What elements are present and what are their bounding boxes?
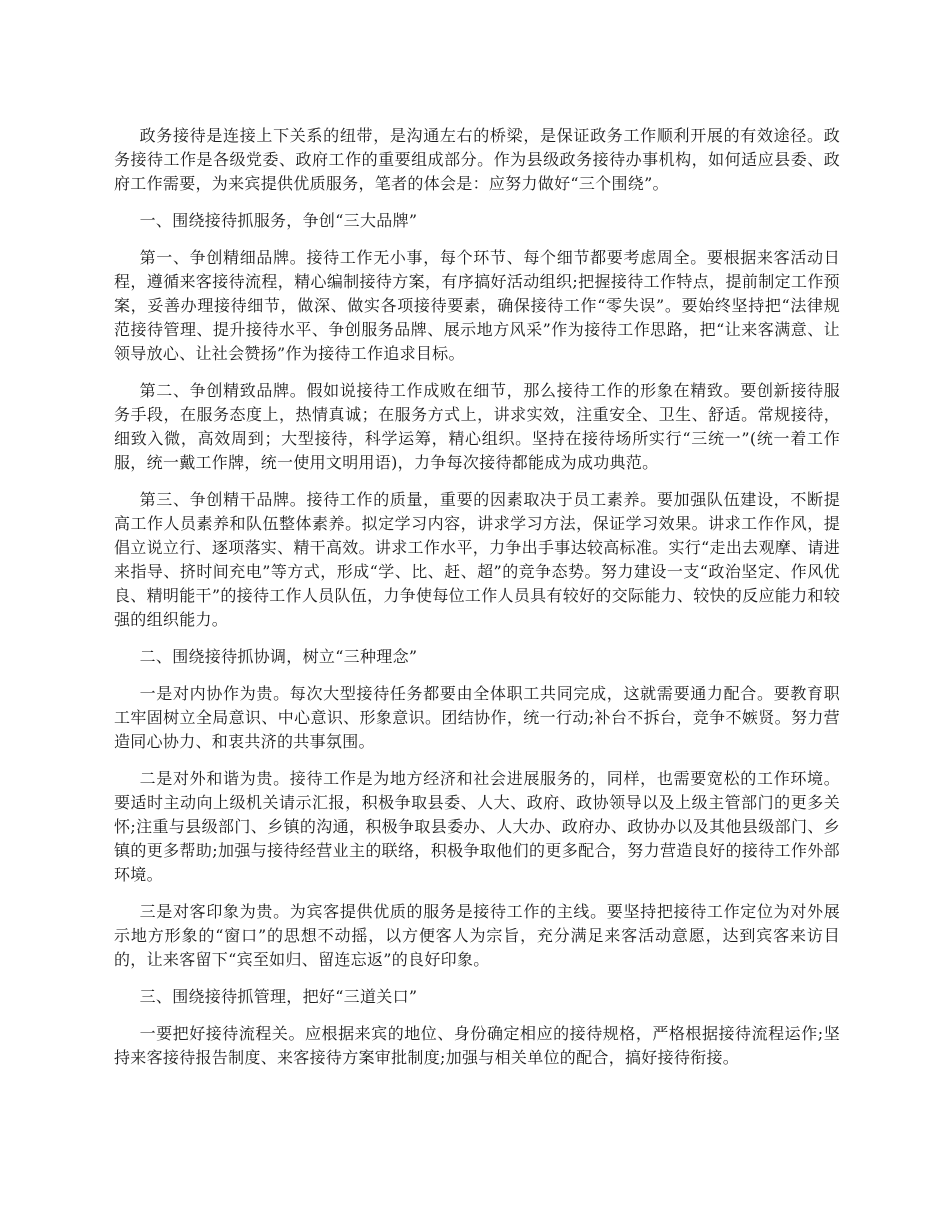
section-1-paragraph-3: 第三、争创精干品牌。接待工作的质量，重要的因素取决于员工素养。要加强队伍建设，不断提高工作人员素养和队伍整体素养。拟定学习内容，讲求学习方法，保证学习效果。讲求工作作风，提倡立说立行、逐项落实、精干高效。讲求工作水平，力争出手事达较高标准。实行“走出去观摩、请进来指导、挤时间充电”等方式，形成“学、比、赶、超”的竞争态势。努力建设一支“政治坚定、作风优良、精明能干”的接待工作人员队伍，力争使每位工作人员具有较好的交际能力、较快的反应能力和较强的组织能力。 xyxy=(114,490,840,629)
section-2-paragraph-1: 一是对内协作为贵。每次大型接待任务都要由全体职工共同完成，这就需要通力配合。要教育职工牢固树立全局意识、中心意识、形象意识。团结协作，统一行动;补台不拆台，竞争不嫉贤。努力营造同心协力、和衷共济的共事氛围。 xyxy=(114,684,840,751)
section-3-heading: 三、围绕接待抓管理，把好“三道关口” xyxy=(139,987,418,1006)
intro-paragraph: 政务接待是连接上下关系的纽带，是沟通左右的桥梁，是保证政务工作顺利开展的有效途径。政务接待工作是各级党委、政府工作的重要组成部分。作为县级政务接待办事机构，如何适应县委、政府工作需要，为来宾提供优质服务，笔者的体会是：应努力做好“三个围绕”。 xyxy=(114,126,840,193)
section-1-paragraph-2: 第二、争创精致品牌。假如说接待工作成败在细节，那么接待工作的形象在精致。要创新接待服务手段，在服务态度上，热情真诚；在服务方式上，讲求实效，注重安全、卫生、舒适。常规接待，细致入微，高效周到；大型接待，科学运筹，精心组织。坚持在接待场所实行“三统一”(统一着工作服，统一戴工作牌，统一使用文明用语)，力争每次接待都能成为成功典范。 xyxy=(114,381,840,472)
section-2-paragraph-2: 二是对外和谐为贵。接待工作是为地方经济和社会进展服务的，同样，也需要宽松的工作环境。要适时主动向上级机关请示汇报，积极争取县委、人大、政府、政协领导以及上级主管部门的更多关怀;注重与县级部门、乡镇的沟通，积极争取县委办、人大办、政府办、政协办以及其他县级部门、乡镇的更多帮助;加强与接待经营业主的联络，积极争取他们的更多配合，努力营造良好的接待工作外部环境。 xyxy=(114,769,840,884)
section-2-heading: 二、围绕接待抓协调，树立“三种理念” xyxy=(139,647,418,666)
section-3-paragraph-1: 一要把好接待流程关。应根据来宾的地位、身份确定相应的接待规格，严格根据接待流程运作;坚持来客接待报告制度、来客接待方案审批制度;加强与相关单位的配合，搞好接待衔接。 xyxy=(114,1024,840,1067)
section-2-paragraph-3: 三是对客印象为贵。为宾客提供优质的服务是接待工作的主线。要坚持把接待工作定位为对外展示地方形象的“窗口”的思想不动摇，以方便客人为宗旨，充分满足来客活动意愿，达到宾客来访目的，让来客留下“宾至如归、留连忘返”的良好印象。 xyxy=(114,902,840,969)
section-1-paragraph-1: 第一、争创精细品牌。接待工作无小事，每个环节、每个细节都要考虑周全。要根据来客活动日程，遵循来客接待流程，精心编制接待方案，有序搞好活动组织;把握接待工作特点，提前制定工作预案，妥善办理接待细节，做深、做实各项接待要素，确保接待工作“零失误”。要始终坚持把“法律规范接待管理、提升接待水平、争创服务品牌、展示地方风采”作为接待工作思路，把“让来客满意、让领导放心、让社会赞扬”作为接待工作追求目标。 xyxy=(114,248,840,363)
section-1-heading: 一、围绕接待抓服务，争创“三大品牌” xyxy=(139,211,418,230)
